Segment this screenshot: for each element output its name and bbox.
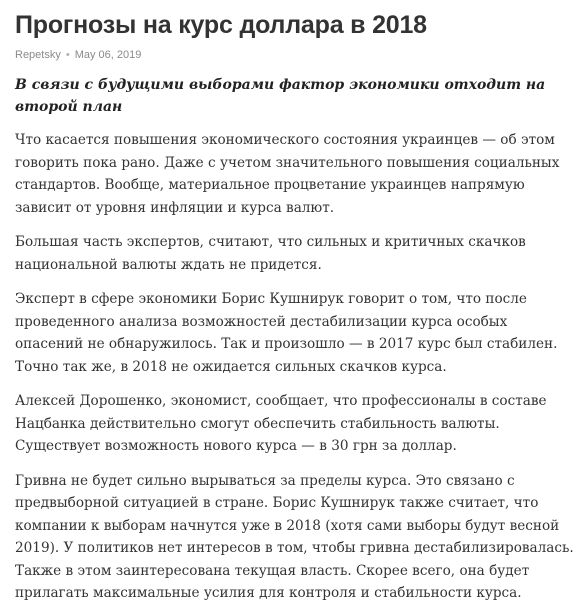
article-paragraph: Большая часть экспертов, считают, что сильных и критичных скачков национальной валюты ждать не придется. [15,234,526,273]
article-meta [15,48,575,62]
article-lead: В связи с будущими выборами фактор экономики отходит на второй план [15,77,546,115]
article [15,0,575,605]
publish-date: May 06, 2019 [74,49,142,61]
article-paragraph: Гривна не будет сильно вырываться за пределы курса. Это связано с предвыборной ситуацией в стране. Борис Кушнирук также считает, что компании к выборам начнутся уже в 2018 (хотя сами выборы будут весной 2019). У политиков нет интересов в том, чтобы гривна дестабилизировалась. Также в этом заинтересована текущая власть. Скорее всего, она будет прилагать максимальные усилия для контроля и стабильности курса. [15,472,574,601]
author-link[interactable]: Repetsky [15,49,61,61]
meta-separator: • [65,49,70,61]
article-paragraph: Алексей Дорошенко, экономист, сообщает, что профессионалы в составе Нацбанка действительно смогут обеспечить стабильность валюты. Существует возможность нового курса — в 30 грн за доллар. [15,393,547,454]
page-title: Прогнозы на курс доллара в 2018 [15,11,427,39]
article-paragraph: Что касается повышения экономического состояния украинцев — об этом говорить пока рано. Даже с учетом значительного повышения социальных стандартов. Вообще, материальное процветание украинцев напрямую зависит от уровня инфляции и курса валют. [15,132,560,216]
article-paragraph: Эксперт в сфере экономики Борис Кушнирук говорит о том, что после проведенного анализа возможностей дестабилизации курса особых опасений не обнаружилось. Так и произошло — в 2017 курс был стабилен. Точно так же, в 2018 не ожидается сильных скачков курса. [15,291,558,375]
